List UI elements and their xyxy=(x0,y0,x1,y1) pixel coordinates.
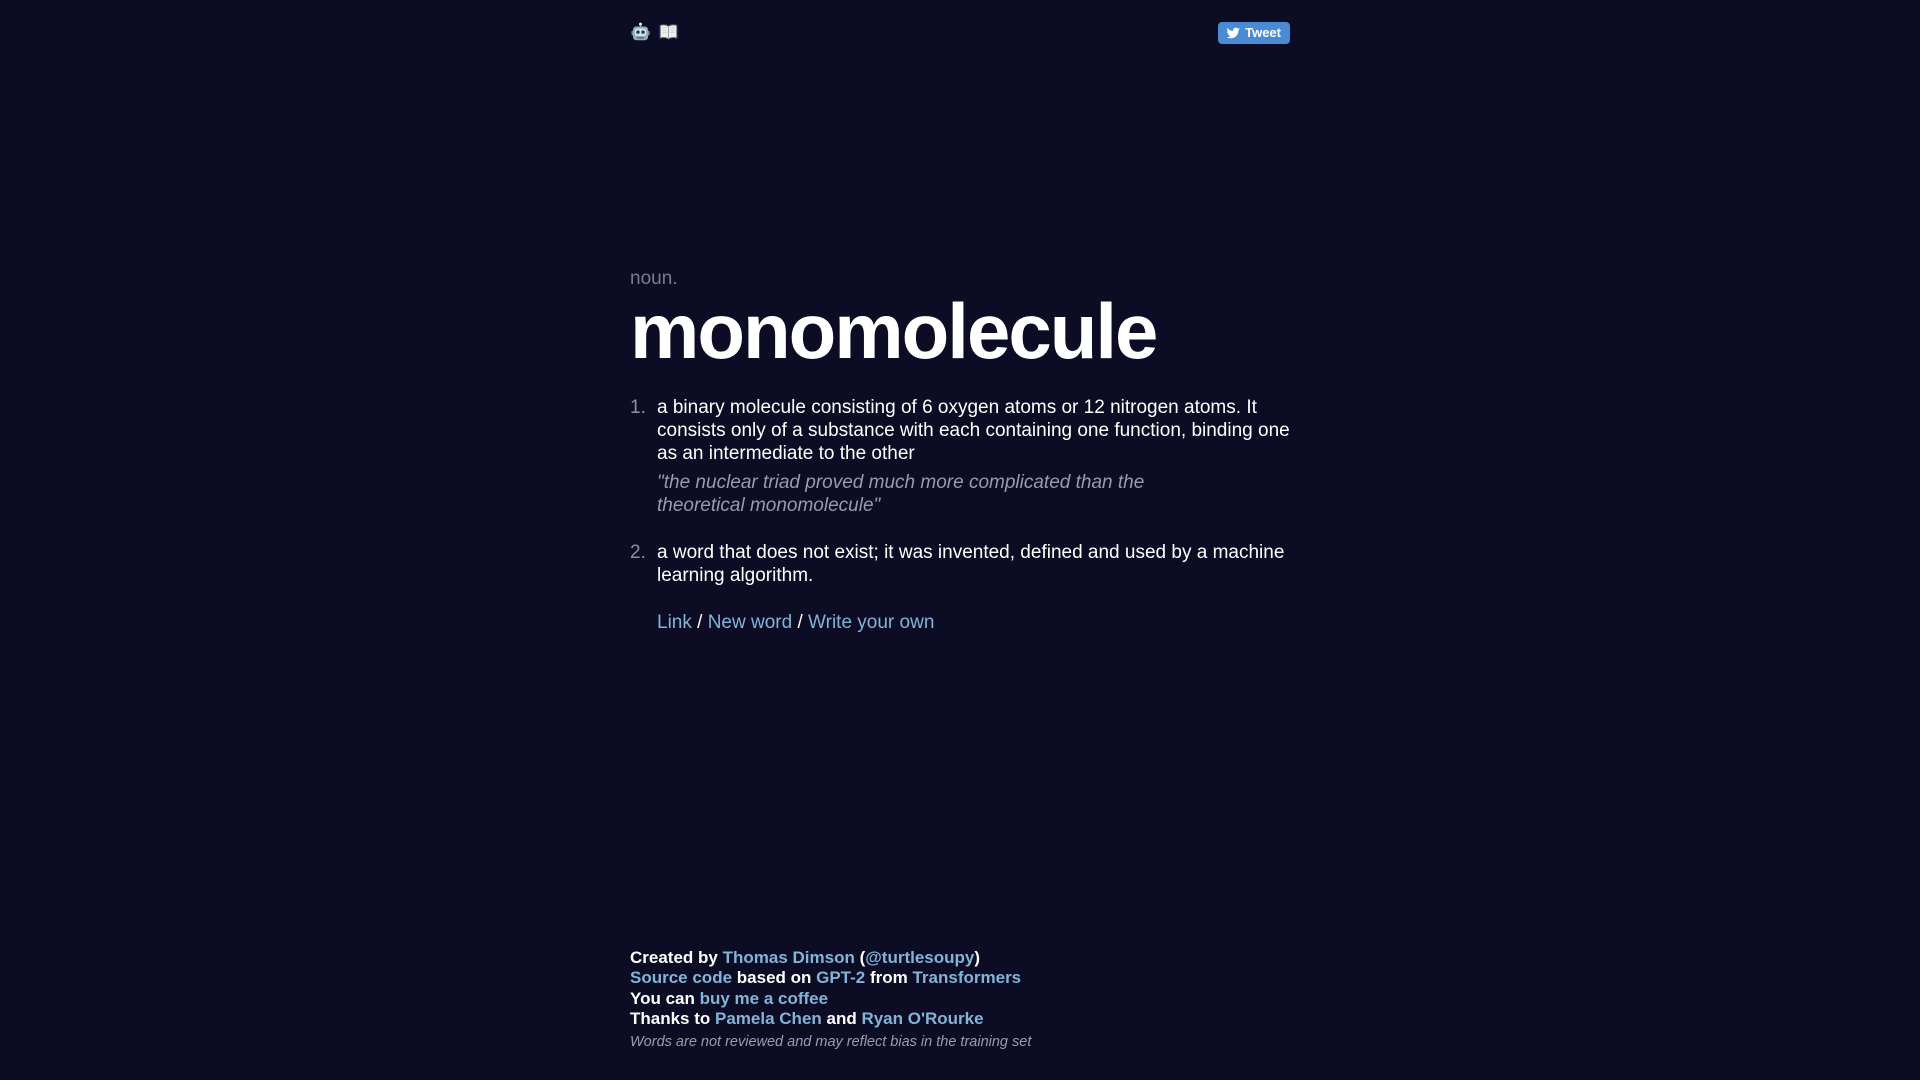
separator: / xyxy=(691,612,708,634)
definition-text: a word that does not exist; it was invented, defined and used by a machine learning algorithm. xyxy=(657,542,1285,587)
ryan-orourke-link[interactable]: Ryan O'Rourke xyxy=(861,1009,984,1028)
footer-source-line xyxy=(630,968,1031,989)
tweet-button[interactable] xyxy=(1218,22,1290,44)
pamela-chen-link[interactable]: Pamela Chen xyxy=(715,1009,822,1028)
definition-number: 2. xyxy=(630,542,646,564)
transformers-link[interactable]: Transformers xyxy=(912,968,1022,987)
separator: / xyxy=(792,612,809,634)
definition-item xyxy=(630,541,1290,587)
buy-me-a-coffee-link[interactable]: buy me a coffee xyxy=(699,988,829,1008)
footer-text: ) xyxy=(974,947,981,967)
word-title: monomolecule xyxy=(630,287,1157,375)
definition-example-quote: "the nuclear triad proved much more complicated than the theoretical monomolecule" xyxy=(657,472,1145,517)
definition-number: 1. xyxy=(630,397,646,419)
footer xyxy=(630,948,1031,1053)
footer-disclaimer: Words are not reviewed and may reflect bias in the training set xyxy=(630,1033,1032,1050)
tweet-button-label: Tweet xyxy=(1245,25,1281,40)
robot-icon[interactable] xyxy=(630,22,651,43)
author-link[interactable]: Thomas Dimson xyxy=(722,947,855,967)
definition-text: a binary molecule consisting of 6 oxygen atoms or 12 nitrogen atoms. It consists only of a substance with each containing one function, binding one as an intermediate to the other xyxy=(657,397,1290,465)
site-logo xyxy=(630,22,679,43)
permalink-link[interactable]: Link xyxy=(657,612,692,634)
footer-text: Created by xyxy=(630,947,723,967)
open-book-icon[interactable] xyxy=(658,22,679,43)
footer-created-line xyxy=(630,948,1031,969)
source-code-link[interactable]: Source code xyxy=(630,968,733,987)
footer-text: and xyxy=(821,1009,862,1028)
footer-thanks-line xyxy=(630,1009,1031,1030)
page-container xyxy=(630,0,1290,1080)
new-word-link[interactable]: New word xyxy=(707,612,793,634)
footer-coffee-line xyxy=(630,989,1031,1010)
twitter-bird-icon xyxy=(1226,27,1240,39)
footer-text: You can xyxy=(630,988,700,1008)
open-book-icon-svg xyxy=(658,22,679,43)
robot-icon-svg xyxy=(630,22,651,43)
footer-text: ( xyxy=(854,947,866,967)
definition-item xyxy=(630,396,1290,517)
footer-text: from xyxy=(865,968,913,987)
footer-text: Thanks to xyxy=(630,1009,716,1028)
write-your-own-link[interactable]: Write your own xyxy=(808,612,935,634)
gpt2-link[interactable]: GPT-2 xyxy=(816,968,866,987)
twitter-handle-link[interactable]: @turtlesoupy xyxy=(865,947,975,967)
action-links xyxy=(657,611,1290,634)
definition-list xyxy=(630,396,1290,587)
footer-text: based on xyxy=(732,968,817,987)
top-bar xyxy=(630,0,1290,48)
part-of-speech: noun. xyxy=(630,268,678,289)
